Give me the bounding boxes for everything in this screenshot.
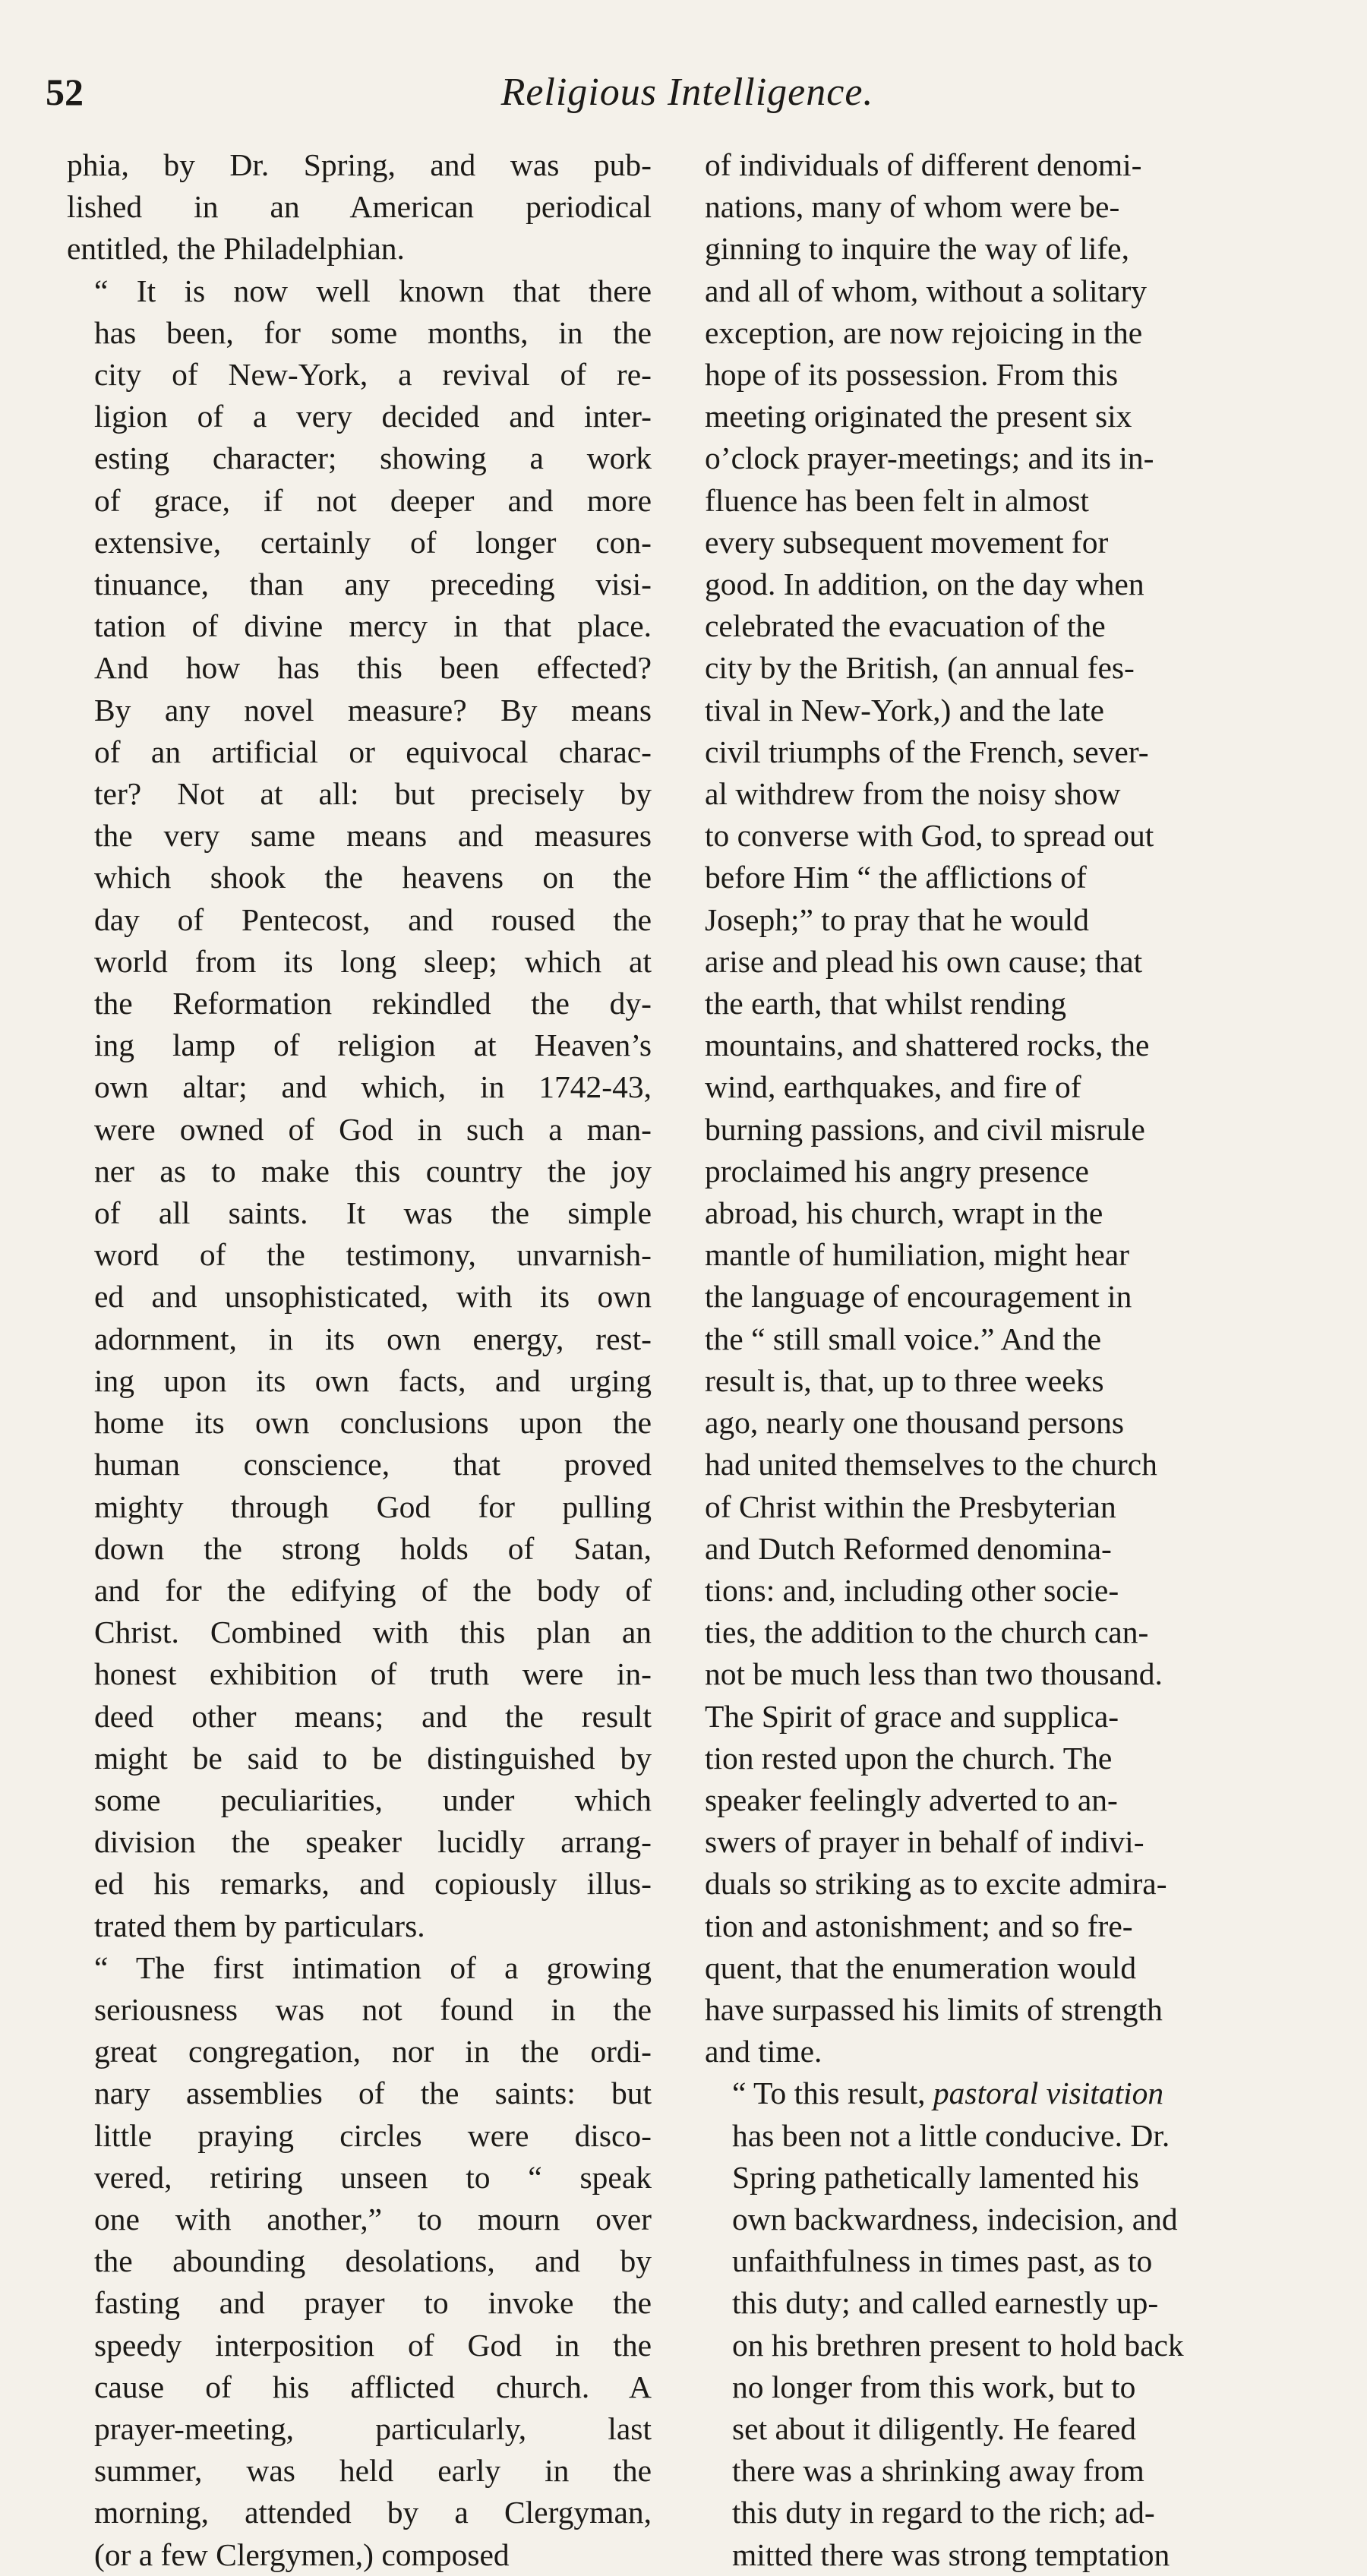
text-line: have surpassed his limits of strength	[705, 1991, 1163, 2027]
text-line: lished in an American periodical	[67, 189, 652, 225]
text-line: hope of its possession. From this	[705, 357, 1119, 393]
text-line: seriousness was not found in the	[94, 1991, 652, 2027]
text-line: tions: and, including other socie-	[705, 1572, 1119, 1608]
text-line: city of New-York, a revival of re-	[94, 357, 652, 393]
text-line: there was a shrinking away from	[732, 2453, 1144, 2489]
text-line: one with another,” to mourn over	[94, 2201, 652, 2237]
text-line: abroad, his church, wrapt in the	[705, 1195, 1103, 1231]
text-line: cause of his afflicted church. A	[94, 2369, 652, 2404]
text-line: fasting and prayer to invoke the	[94, 2285, 652, 2321]
right-column	[705, 144, 1297, 2572]
text-line: ligion of a very decided and inter-	[94, 399, 652, 434]
text-line: entitled, the Philadelphian.	[67, 231, 405, 267]
text-line: extensive, certainly of longer con-	[94, 524, 652, 560]
right-paragraph-2-body	[705, 2115, 1297, 2576]
text-line: on his brethren present to hold back	[732, 2327, 1184, 2363]
text-line: meeting originated the present six	[705, 399, 1132, 434]
text-line: little praying circles were disco-	[94, 2117, 652, 2153]
text-line: some peculiarities, under which	[94, 1782, 652, 1817]
text-line: day of Pentecost, and roused the	[94, 901, 652, 937]
text-line: summer, was held early in the	[94, 2453, 652, 2489]
text-line: tinuance, than any preceding visi-	[94, 567, 652, 602]
text-line: mantle of humiliation, might hear	[705, 1237, 1129, 1273]
text-line: this duty; and called earnestly up-	[732, 2285, 1159, 2321]
text-line: arise and plead his own cause; that	[705, 943, 1143, 979]
text-line: to converse with God, to spread out	[705, 818, 1154, 854]
text-line: By any novel measure? By means	[94, 692, 652, 728]
text-line: has been not a little conducive. Dr.	[732, 2117, 1170, 2153]
text-line: not be much less than two thousand.	[705, 1656, 1163, 1692]
left-column	[67, 144, 652, 2576]
text-line: celebrated the evacuation of the	[705, 608, 1106, 644]
text-line	[705, 2072, 1297, 2114]
text-line: the Reformation rekindled the dy-	[94, 986, 652, 1021]
text-line: prayer-meeting, particularly, last	[94, 2410, 652, 2446]
text-line: good. In addition, on the day when	[705, 567, 1144, 602]
text-line: might be said to be distinguished by	[94, 1740, 652, 1776]
text-line: o’clock prayer-meetings; and its in-	[705, 440, 1154, 476]
text-line: word of the testimony, unvarnish-	[94, 1237, 652, 1273]
text-line: speedy interposition of God in the	[94, 2327, 652, 2363]
text-line: civil triumphs of the French, sever-	[705, 734, 1149, 769]
text-line: this duty in regard to the rich; ad-	[732, 2495, 1155, 2530]
text-line: which shook the heavens on the	[94, 860, 652, 895]
text-line: al withdrew from the noisy show	[705, 776, 1121, 812]
text-line: the “ still small voice.” And the	[705, 1321, 1102, 1356]
left-paragraph-3	[67, 1947, 652, 2576]
text-line: ties, the addition to the church can-	[705, 1615, 1149, 1650]
text-line: of grace, if not deeper and more	[94, 482, 652, 518]
text-line: trated them by particulars.	[94, 1908, 425, 1943]
right-paragraph-1	[705, 144, 1297, 2072]
text-line: of all saints. It was the simple	[94, 1195, 652, 1231]
text-line: division the speaker lucidly arrang-	[94, 1824, 652, 1860]
text-line: nations, many of whom were be-	[705, 189, 1120, 225]
text-line: morning, attended by a Clergyman,	[94, 2495, 652, 2530]
text-line: the abounding desolations, and by	[94, 2243, 652, 2279]
text-line: And how has this been effected?	[94, 650, 652, 686]
text-line: esting character; showing a work	[94, 440, 652, 476]
text-line: mitted there was strong temptation	[732, 2537, 1170, 2572]
text-line: of an artificial or equivocal charac-	[94, 734, 652, 769]
text-line: no longer from this work, but to	[732, 2369, 1136, 2404]
left-paragraph-1	[67, 144, 652, 270]
text-line: “ It is now well known that there	[94, 273, 652, 308]
text-line: has been, for some months, in the	[94, 314, 652, 350]
text-line: and time.	[705, 2034, 822, 2069]
text-line: nary assemblies of the saints: but	[94, 2076, 652, 2111]
left-paragraph-2	[67, 270, 652, 1947]
text-line: before Him “ the afflictions of	[705, 860, 1087, 895]
text-line: own backwardness, indecision, and	[732, 2201, 1178, 2237]
text-line: of individuals of different denomi-	[705, 147, 1142, 182]
text-line: tival in New-York,) and the late	[705, 692, 1104, 728]
text-line: quent, that the enumeration would	[705, 1949, 1137, 1985]
text-line: phia, by Dr. Spring, and was pub-	[67, 147, 652, 182]
text-line: fluence has been felt in almost	[705, 482, 1089, 518]
text-line: ago, nearly one thousand persons	[705, 1405, 1125, 1441]
text-line: were owned of God in such a man-	[94, 1111, 652, 1147]
text-line: honest exhibition of truth were in-	[94, 1656, 652, 1692]
text-line: result is, that, up to three weeks	[705, 1362, 1104, 1398]
text-line: human conscience, that proved	[94, 1447, 652, 1482]
text-line: wind, earthquakes, and fire of	[705, 1069, 1081, 1105]
text-line: own altar; and which, in 1742-43,	[94, 1069, 652, 1105]
text-line: (or a few Clergymen,) composed	[94, 2537, 510, 2572]
text-line: the language of encouragement in	[705, 1279, 1132, 1315]
text-line: great congregation, nor in the ordi-	[94, 2034, 652, 2069]
text-line: proclaimed his angry presence	[705, 1153, 1089, 1189]
text-line: ing upon its own facts, and urging	[94, 1362, 652, 1398]
page-number: 52	[46, 71, 84, 113]
text-line: home its own conclusions upon the	[94, 1405, 652, 1441]
text-line: tion and astonishment; and so fre-	[705, 1908, 1133, 1943]
text-line: “ The first intimation of a growing	[94, 1949, 652, 1985]
text-line: deed other means; and the result	[94, 1698, 652, 1734]
text-line: exception, are now rejoicing in the	[705, 314, 1143, 350]
text-line: swers of prayer in behalf of indivi-	[705, 1824, 1144, 1860]
text-line: had united themselves to the church	[705, 1447, 1157, 1482]
text-line: of Christ within the Presbyterian	[705, 1488, 1116, 1524]
text-line: city by the British, (an annual fes-	[705, 650, 1135, 686]
text-line: ing lamp of religion at Heaven’s	[94, 1028, 652, 1063]
text-line: mountains, and shattered rocks, the	[705, 1028, 1150, 1063]
text-line: world from its long sleep; which at	[94, 943, 652, 979]
text-line: The Spirit of grace and supplica-	[705, 1698, 1119, 1734]
text-line: and Dutch Reformed denomina-	[705, 1530, 1112, 1566]
text-line: the earth, that whilst rending	[705, 986, 1066, 1021]
text-line: ed and unsophisticated, with its own	[94, 1279, 652, 1315]
text-line: ter? Not at all: but precisely by	[94, 776, 652, 812]
text-line: vered, retiring unseen to “ speak	[94, 2159, 652, 2195]
text-line: mighty through God for pulling	[94, 1488, 652, 1524]
paragraph-lead: “ To this result,	[732, 2076, 933, 2111]
text-line: every subsequent movement for	[705, 524, 1109, 560]
text-line: tion rested upon the church. The	[705, 1740, 1113, 1776]
text-line: duals so striking as to excite admira-	[705, 1866, 1167, 1902]
text-line: ginning to inquire the way of life,	[705, 231, 1129, 267]
text-line: unfaithfulness in times past, as to	[732, 2243, 1153, 2279]
text-line: burning passions, and civil misrule	[705, 1111, 1145, 1147]
text-line: ed his remarks, and copiously illus-	[94, 1866, 652, 1902]
page-header	[46, 70, 1329, 123]
text-line: Joseph;” to pray that he would	[705, 901, 1089, 937]
text-line: adornment, in its own energy, rest-	[94, 1321, 652, 1356]
text-line: set about it diligently. He feared	[732, 2410, 1137, 2446]
text-line: Christ. Combined with this plan an	[94, 1615, 652, 1650]
emphasized-phrase: pastoral visitation	[933, 2076, 1164, 2111]
text-line: the very same means and measures	[94, 818, 652, 854]
text-line: and all of whom, without a solitary	[705, 273, 1148, 308]
text-line: ner as to make this country the joy	[94, 1153, 652, 1189]
right-paragraph-2	[705, 2072, 1297, 2575]
text-line: down the strong holds of Satan,	[94, 1530, 652, 1566]
text-line: tation of divine mercy in that place.	[94, 608, 652, 644]
text-line: and for the edifying of the body of	[94, 1572, 652, 1608]
text-line: speaker feelingly adverted to an-	[705, 1782, 1118, 1817]
running-title: Religious Intelligence.	[500, 71, 874, 114]
text-line: Spring pathetically lamented his	[732, 2159, 1139, 2195]
